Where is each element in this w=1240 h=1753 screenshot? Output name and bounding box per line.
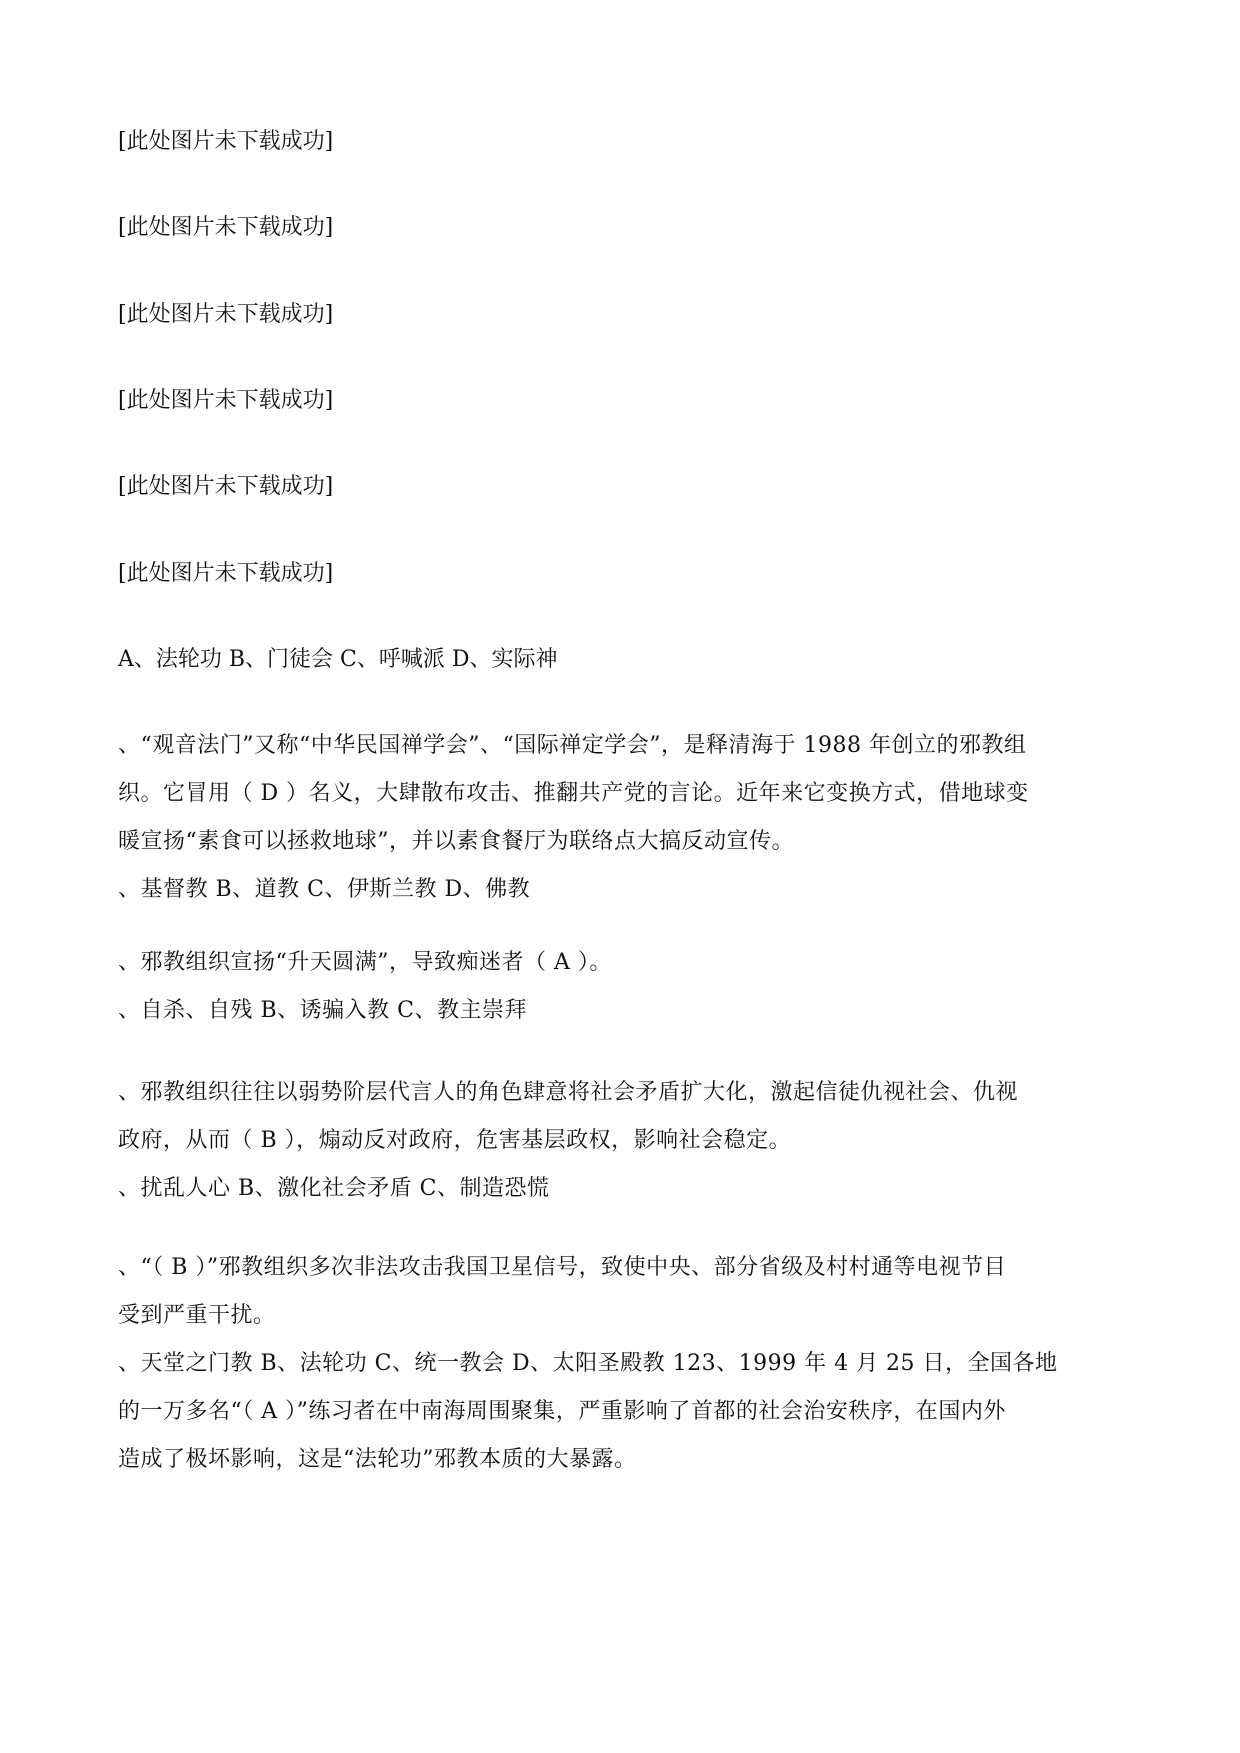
answer-options: A、法轮功 B、门徒会 C、呼喊派 D、实际神 (118, 647, 558, 672)
question-text-line: 、“观音法门”又称“中华民国禅学会”、“国际禅定学会”，是释清海于 1988 年创立的邪教组 (118, 733, 1027, 758)
question-text-line: 、“（ B ）”邪教组织多次非法攻击我国卫星信号，致使中央、部分省级及村村通等电视节目 (118, 1255, 1007, 1280)
question-1 (118, 722, 1128, 914)
question-2 (118, 939, 1128, 1035)
answer-options: 、基督教 B、道教 C、伊斯兰教 D、佛教 (118, 877, 531, 902)
question-text-line: 造成了极坏影响，这是“法轮功”邪教本质的大暴露。 (118, 1447, 637, 1472)
answer-options: 、自杀、自残 B、诱骗入教 C、教主崇拜 (118, 998, 527, 1023)
answer-options: 、天堂之门教 B、法轮功 C、统一教会 D、太阳圣殿教 123、1999 年 4 月 25 日，全国各地 (118, 1351, 1058, 1376)
image-placeholder: [此处图片未下载成功] (118, 561, 334, 586)
question-text-line: 、邪教组织宣扬“升天圆满”，导致痴迷者（ A ）。 (118, 950, 612, 975)
question-text-line: 受到严重干扰。 (118, 1303, 276, 1328)
question-text-line: 暖宣扬“素食可以拯救地球”，并以素食餐厅为联络点大搞反动宣传。 (118, 829, 794, 854)
question-3 (118, 1069, 1128, 1213)
question-text-line: 的一万多名“（ A ）”练习者在中南海周围聚集，严重影响了首都的社会治安秩序，在国内外 (118, 1399, 1006, 1424)
question-text-line: 、邪教组织往往以弱势阶层代言人的角色肆意将社会矛盾扩大化，激起信徒仇视社会、仇视 (118, 1080, 1019, 1105)
image-placeholder: [此处图片未下载成功] (118, 474, 334, 499)
image-placeholder: [此处图片未下载成功] (118, 302, 334, 327)
image-placeholder: [此处图片未下载成功] (118, 129, 334, 154)
image-placeholder: [此处图片未下载成功] (118, 388, 334, 413)
question-4 (118, 1244, 1128, 1484)
image-placeholder: [此处图片未下载成功] (118, 215, 334, 240)
question-text-line: 织。它冒用（ D ）名义，大肆散布攻击、推翻共产党的言论。近年来它变换方式，借地球变 (118, 781, 1029, 806)
answer-options: 、扰乱人心 B、激化社会矛盾 C、制造恐慌 (118, 1176, 550, 1201)
question-text-line: 政府，从而（ B ），煽动反对政府，危害基层政权，影响社会稳定。 (118, 1128, 792, 1153)
